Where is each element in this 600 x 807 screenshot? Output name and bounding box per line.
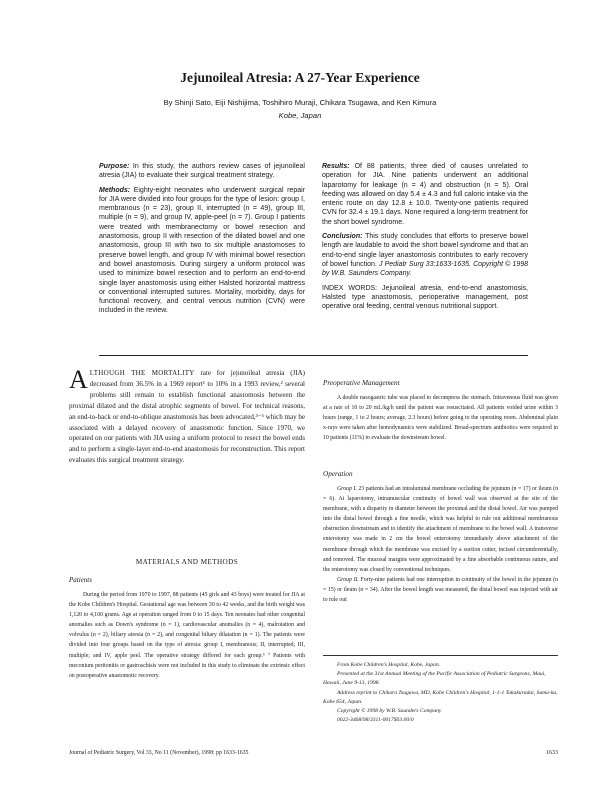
abstract-methods: [99, 186, 305, 316]
citation-copyright: Copyright © 1998 by W.B. Saunders Company.: [322, 260, 529, 278]
group1-text: 23 patients had an intraluminal membrane occluding the jejunum (n = 17) or ileum (n = 6). At laparotomy, intramuscular continuity of bowel wall was observed at the site of the membrane, with a disparity in diameter between the proximal and the distal bowel. Air was pumped into the distal bowel through a fine needle, which was helpful to rule out additional membranous obstruction downstream and to identify the attachment of membrane to the bowel wall. A transverse enterotomy was made in 2 cm the bowel enterotomy immediately above attachment of the membrane through which the membrane was excised by a suction cutter, incised circumferentially, and removed. The mucosal margins were approximated by a fine absorbable continuous suture, and the enterotomy was closed by conventional techniques.: [323, 486, 558, 573]
page-number: 1633: [546, 750, 558, 756]
subheading-operation: Operation: [323, 470, 353, 478]
footnote-address: Address reprint to Chikara Tsugawa, MD, Kobe Children's Hospital, 1-1-1 Takakuradai, Suma-ku, Kobe 654, Japan.: [323, 689, 558, 705]
preoperative-text: [323, 393, 558, 443]
index-words: INDEX WORDS: Jejunoileal atresia, end-to-end anastomosis, Halsted type anastomosis, perioperative management, post operative oral feeding, central venous nutritional support.: [322, 284, 528, 311]
subheading-patients: Patients: [69, 576, 92, 584]
abstract-right-column: [322, 162, 528, 316]
abstract-conclusion: [322, 232, 528, 278]
preoperative-paragraph: A double nasogastric tube was placed to decompress the stomach. Intravenous fluid was given at a rate of 10 to 20 mL/kg/h until the patient was resuscitated. All patients voided urine within 3 hours (range, 1 to 2 hours; average, 2.3 hours) before going to the operating room. Abdominal plain x-rays were taken after hemodynamics were stabilized. Broad-spectrum antibiotics were required in 10 patients (11%) to evaluate the downstream bowel.: [323, 395, 558, 442]
group2-text: Forty-nine patients had one interruption in continuity of the bowel in the jejunum (n = 15) or ileum (n = 34). After the bowel length was measured, the distal bowel was injected with air to rule out: [323, 576, 558, 604]
operation-text: [323, 484, 558, 605]
results-text: Of 88 patients, three died of causes unrelated to operation for JIA. Nine patients underwent an additional laparotomy for leakage (n = 4) and obstruction (n = 5). Oral feeding was allowed on day 5.4 ± 4.3 and full caloric intake via the enteric route on day 12.8 ± 10.0. Twenty-one patients required CVN for 32.4 ± 19.1 days. None required a long-term treatment for the short bowel syndrome.: [322, 163, 528, 226]
footnote-from: From Kobe Children's Hospital, Kobe, Japan.: [337, 662, 441, 668]
abstract-results: [322, 162, 528, 227]
introduction: [69, 365, 305, 466]
footnote-issn: 0022-3468/98/3311-0017$03.00/0: [337, 717, 414, 724]
conclusion-label: Conclusion:: [322, 233, 363, 241]
author-location: Kobe, Japan: [278, 111, 322, 120]
abstract-divider: [99, 355, 528, 356]
footnotes: [323, 661, 558, 725]
purpose-text: In this study, the authors review cases of jejunoileal atresia (JIA) to evaluate their surgical treatment strategy.: [99, 163, 305, 180]
purpose-label: Purpose:: [99, 163, 130, 170]
footnote-presented: Presented at the 31st Annual Meeting of the Pacific Association of Pediatric Surgeons, Maui, Hawaii, June 9-13, 1998.: [323, 671, 546, 687]
group1-label: Group I.: [337, 486, 357, 492]
group1-paragraph: [323, 484, 558, 575]
abstract-purpose: [99, 162, 305, 181]
methods-text: Eighty-eight neonates who underwent surgical repair for JIA were divided into four groups for the type of lesion: group I, membranous (n = 23), group II, interrupted (n = 49), group III, multiple (n = 9), and group IV, apple-peel (n = 7). Group I patients were treated with membranectomy or bowel resection and anastomosis, group II with resection of the dilated bowel and one anastomosis, group III with two to six multiple anastomoses to preserve bowel length, and group IV with minimal bowel resection and bowel anastomosis. During surgery a uniform protocol was used to minimize bowel resection and to perform an end-to-end single layer anastomosis using either Halsted horizontal mattress or conventional interrupted sutures. Mortality, morbidity, days for functional recovery, and central venous nutrition (CVN) were included in the review.: [99, 186, 305, 315]
article-title: Jejunoileal Atresia: A 27-Year Experience: [180, 70, 420, 85]
subheading-preoperative: Preoperative Management: [323, 379, 400, 387]
citation-journal: J Pediatr Surg 33:1633-1635.: [378, 260, 471, 268]
patients-paragraph: During the period from 1970 to 1997, 88 patients (45 girls and 43 boys) were treated for JIA at the Kobe Children's Hospital. Gestational age was between 30 to 42 weeks, and the birth weight was 1,120 to 4,100 grams. Age at operation ranged from 0 to 15 days. Ten neonates had other congenital anomalies such as Down's syndrome (n = 1), cardiovascular anomalies (n = 4), malrotation and volvulus (n = 2), biliary atresia (n = 2), and congenital biliary dilatation (n = 1). The patients were divided into four groups based on the type of atresia: group I, membranous; II, interrupted; III, multiple; and IV, apple peel. The operative strategy differed for each group.⁶ ⁷ Patients with meconium peritonitis or gastroschisis were not included in this study to eliminate the extrinsic effect on postoperative anastomotic recovery.: [69, 592, 305, 679]
intro-lead: LTHOUGH THE MORTALITY: [89, 369, 195, 377]
section-heading-materials: MATERIALS AND METHODS: [135, 558, 239, 566]
author-list: By Shinji Sato, Eiji Nishijima, Toshihiro Muraji, Chikara Tsugawa, and Ken Kimura: [163, 98, 437, 107]
group2-label: Group II.: [337, 576, 359, 583]
footnote-copyright: Copyright © 1998 by W.B. Saunders Company: [337, 708, 442, 715]
drop-cap: A: [69, 365, 88, 394]
methods-label: Methods:: [99, 186, 131, 194]
journal-footer: Journal of Pediatric Surgery, Vol 33, No 11 (November), 1998: pp 1633-1635: [69, 750, 249, 756]
patients-text: [69, 590, 305, 681]
abstract-left-column: [99, 162, 305, 321]
conclusion-text: This study concludes that efforts to preserve bowel length are laudable to avoid the short bowel syndrome and that an end-to-end single layer anastomosis contributes to early recovery of bowel function.: [322, 233, 528, 268]
group2-paragraph: [323, 575, 558, 605]
intro-paragraph: rate for jejunoileal atresia (JIA) decreased from 36.5% in a 1969 report¹ to 10% in a 1993 review,² several problems still remain to establish functional anastomosis between the proximal dilated and the distal atrophic segments of bowel. For technical reasons, an end-to-back or end-to-oblique anastomosis has been advocated,³⁻⁵ which may be associated with a delayed recovery of anastomotic function. Since 1970, we operated on our patients with JIA using a uniform protocol to resect the bowel ends and to perform a single-layer end-to-end anastomosis for reconstruction. This report evaluates this surgical treatment strategy.: [69, 369, 305, 465]
results-label: Results:: [322, 163, 350, 170]
footnote-divider: [323, 655, 558, 656]
